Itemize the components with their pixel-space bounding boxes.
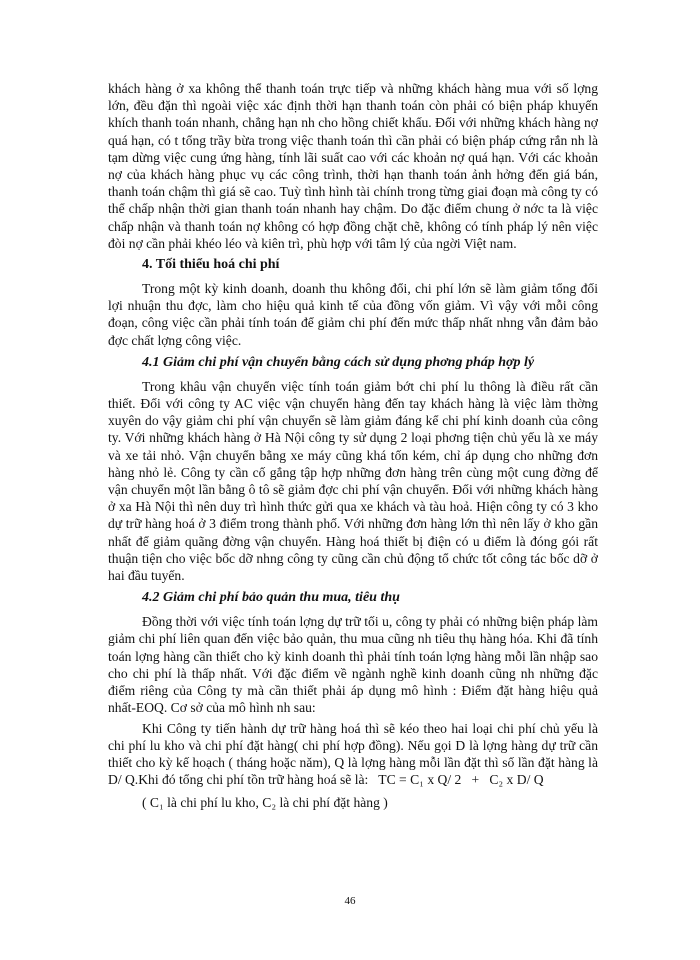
paragraph-cost-minimization: Trong một kỳ kinh doanh, doanh thu không đổi, chi phí lớn sẽ làm giảm tổng đối lợi nhuận thu đợc, làm cho hiệu quả kinh tế của đồng vốn giảm. Vì vậy với mỗi công đoạn, công việc cần phải tính toán để giảm chi phí đến mức thấp nhất nhng vẫn đảm bảo đợc chất lợng công việc.: [108, 281, 598, 348]
page-number: 46: [344, 895, 356, 907]
section-heading-4-1: 4.1 Giảm chi phí vận chuyển bằng cách sử dụng phơng pháp hợp lý: [142, 354, 535, 370]
document-body: [108, 80, 598, 815]
section-heading-4-2: 4.2 Giảm chi phí bảo quản thu mua, tiêu thụ: [142, 590, 400, 606]
paragraph-receivables: khách hàng ở xa không thể thanh toán trực tiếp và những khách hàng mua với số lợng lớn, đều đặn thì ngoài việc xác định thời hạn thanh toán còn phải có biện pháp khuyến khích thanh toán nhanh, chẳng hạn nh cho hồng chiết khấu. Đối với những khách hàng nợ quá hạn, có t tổng trầy bừa trong việc thanh toán thì cần phải có biện pháp cứng rắn nh là tạm dừng việc cung ứng hàng, tính lãi suất cao với các khoản nợ quá hạn. Với các khoản nợ của khách hàng phục vụ các công trình, thời hạn thanh toán ảnh hởng đến giá bán, thanh toán chậm thì giá sẽ cao. Tuỳ tình hình tài chính trong từng giai đoạn mà công ty có thể chấp nhận thời gian thanh toán nhanh hay chậm. Do đặc điểm chung ở nớc ta là việc chấp nhận và thanh toán nợ không có hợp đồng chặt chẽ, không có tính pháp lý nên việc đòi nợ cần phải khéo léo và kiên trì, phù hợp với tâm lý của ngời Việt nam.: [108, 81, 598, 251]
cost-formula: TC = C₁ x Q/ 2 + C₂ x D/ Q: [368, 772, 544, 788]
paragraph-legend: ( C₁ là chi phí lu kho, C₂ là chi phí đặt hàng ): [142, 795, 388, 811]
section-heading-4: 4. Tối thiểu hoá chi phí: [142, 257, 280, 273]
paragraph-storage: Đồng thời với việc tính toán lợng dự trữ tối u, công ty phải có những biện pháp làm giảm chi phí liên quan đến việc bảo quản, thu mua cũng nh tiêu thụ hàng hóa. Khi đã tính toán lợng hàng cần thiết cho kỳ kinh doanh thì phải tính toán lợng hàng mỗi lần nhập sao cho chi phí là thấp nhất. Với đặc điểm về ngành nghề kinh doanh cũng nh những đặc điểm riêng của Công ty mà cần thiết phải áp dụng mô hình : Điểm đặt hàng hiệu quả nhất-EOQ. Cơ sở của mô hình nh sau:: [108, 614, 598, 716]
paragraph-transport: Trong khâu vận chuyển việc tính toán giảm bớt chi phí lu thông là điều rất cần thiết. Đối với công ty AC việc vận chuyển hàng đến tay khách hàng là việc làm thờng xuyên do vậy giảm chi phí vận chuyển sẽ làm giảm đáng kể chi phí kinh doanh của công ty. Với những khách hàng ở Hà Nội công ty sử dụng 2 loại phơng tiện chủ yếu là xe máy và xe tải nhỏ. Vận chuyển bằng xe máy cũng khá tốn kém, chỉ áp dụng cho những đơn hàng nhỏ lẻ. Công ty cần cố gắng tập hợp những đơn hàng trên cùng một cung đờng để vận chuyển một lần bằng ô tô sẽ giảm đợc chi phí vận chuyển. Đối với những khách hàng ở xa Hà Nội thì nên duy trì hình thức gửi qua xe khách và tàu hoả. Hiện công ty có 3 kho dự trữ hàng hoá ở 3 điểm trong thành phố. Với những đơn hàng lớn thì nên lấy ở kho gần nhất để giảm quãng đờng vận chuyển. Hàng hoá thiết bị điện có u điểm là đóng gói rất thuận tiện cho việc bốc dỡ nhng công ty cũng cần chủ động tổ chức tốt công tác bốc dỡ ở hai đầu tuyến.: [108, 378, 598, 584]
paragraph-eoq: [108, 720, 598, 789]
paragraph-eoq-text: Khi Công ty tiến hành dự trữ hàng hoá thì sẽ kéo theo hai loại chi phí chủ yếu là chi phí lu kho và chi phí đặt hàng( chi phí hợp đồng). Nếu gọi D là lợng hàng dự trữ cần thiết cho kỳ kế hoạch ( tháng hoặc năm), Q là lợng hàng mỗi lần đặt thì số lần đặt hàng là D/ Q.Khi đó tổng chi phí tồn trữ hàng hoá sẽ là:: [108, 720, 598, 788]
